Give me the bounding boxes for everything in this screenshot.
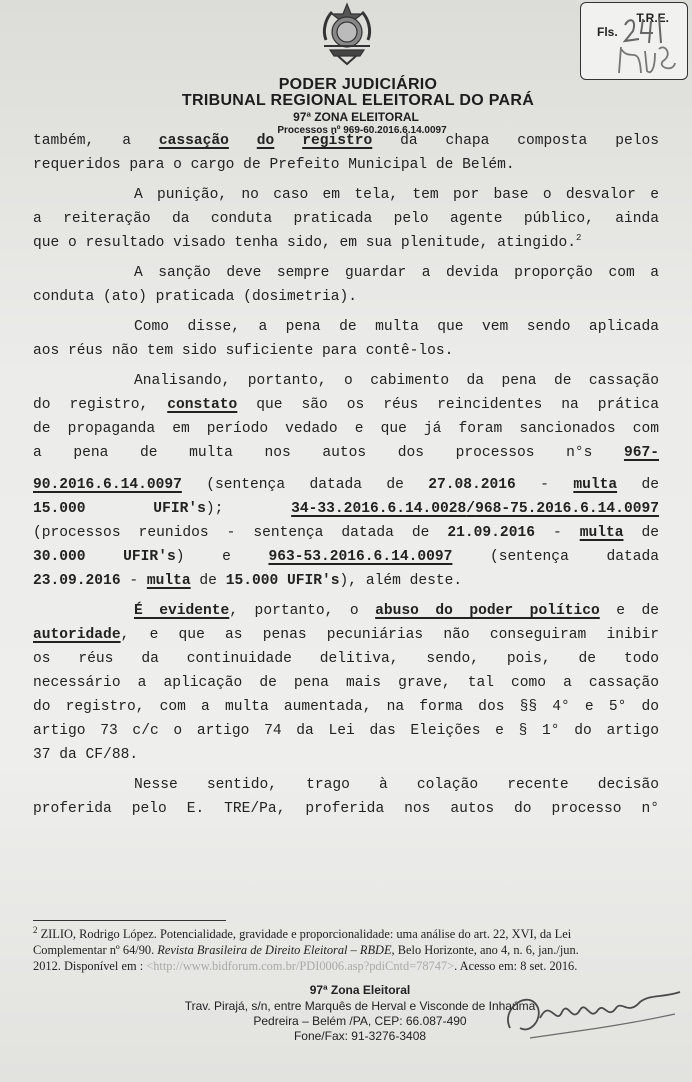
header-zone: 97ª ZONA ELEITORAL (293, 110, 419, 124)
body-line-23: do registro, com a multa aumentada, na forma dos §§ 4° e 5° do (33, 699, 659, 715)
footer-address-2: Pedreira – Belém /PA, CEP: 66.087-490 (253, 1014, 467, 1028)
body-line-21: os réus da continuidade delitiva, sendo, pois, de todo (33, 651, 659, 667)
body-line-20: autoridade, e que as penas pecuniárias não conseguiram inibir (33, 627, 659, 643)
body-line-2: requeridos para o cargo de Prefeito Municipal de Belém. (33, 157, 515, 173)
body-line-17: 30.000 UFIR's) e 963-53.2016.6.14.0097 (sentença datada (33, 549, 659, 565)
footer-zone: 97ª Zona Eleitoral (309, 983, 411, 997)
body-line-15: 15.000 UFIR's); 34-33.2016.6.14.0028/968-75.2016.6.14.0097 (33, 501, 659, 517)
body-line-10: Analisando, portanto, o cabimento da pena de cassação (134, 373, 659, 389)
handwritten-page-number (581, 3, 687, 79)
footnote-line-2: Complementar nº 64/90. Revista Brasileira de Direito Eleitoral – RBDE, Belo Horizonte, ano 4, n. 6, jan./jun. (33, 943, 579, 957)
body-line-14: 90.2016.6.14.0097 (sentença datada de 27.08.2016 - multa de (33, 477, 659, 493)
footer-address-1: Trav. Pirajá, s/n, entre Marquês de Herval e Visconde de Inhaúma (184, 999, 536, 1013)
body-line-8: Como disse, a pena de multa que vem sendo aplicada (134, 319, 659, 335)
body-line-3: A punição, no caso em tela, tem por base o desvalor e (134, 187, 659, 203)
body-line-4: a reiteração da conduta praticada pelo agente público, ainda (33, 211, 659, 227)
body-line-18: 23.09.2016 - multa de 15.000 UFIR's), além deste. (33, 573, 463, 589)
footnote-line-3: 2012. Disponível em : <http://www.bidforum.com.br/PDI0006.asp?pdiCntd=78747>. Acesso em: 8 set. 2016. (33, 959, 578, 973)
body-line-16: (processos reunidos - sentença datada de 21.09.2016 - multa de (33, 525, 659, 541)
body-line-1: também, a cassação do registro da chapa composta pelos (33, 133, 659, 149)
body-line-19: É evidente, portanto, o abuso do poder político e de (134, 603, 660, 619)
body-line-26: Nesse sentido, trago à colação recente decisão (134, 777, 659, 793)
body-line-27: proferida pelo E. TRE/Pa, proferida nos autos do processo n° (33, 801, 659, 817)
body-line-9: aos réus não tem sido suficiente para contê-los. (33, 343, 454, 359)
footnote-line-1: $^2$ ZILIO, Rodrigo López. Potencialidade, gravidade e proporcionalidade: uma análise do art. 22, XVI, da Lei (33, 924, 572, 941)
stamp-org: T.R.E. (636, 11, 669, 25)
body-line-13: a pena de multa nos autos dos processos n°s 967- (33, 445, 659, 461)
brasao-da-republica-icon (318, 0, 376, 68)
header-process: Processos nº 969-60.2016.6.14.0097 (277, 125, 447, 136)
body-line-25: 37 da CF/88. (33, 747, 139, 763)
body-line-22: necessário a aplicação de pena mais grave, tal como a cassação (33, 675, 659, 691)
body-line-24: artigo 73 c/c o artigo 74 da Lei das Eleições e § 1° do artigo (33, 723, 659, 739)
handwritten-signature (490, 968, 690, 1048)
footnote-ref: 2 (575, 233, 582, 244)
stamp-label: Fls. (597, 25, 618, 39)
body-line-5: que o resultado visado tenha sido, em sua plenitude, atingido.$^2$ (33, 233, 582, 251)
page-number-stamp (580, 2, 688, 80)
body-line-7: conduta (ato) praticada (dosimetria). (33, 289, 358, 305)
header-title-1: PODER JUDICIÁRIO (278, 76, 438, 93)
header-title-2: TRIBUNAL REGIONAL ELEITORAL DO PARÁ (181, 92, 535, 109)
footnote-separator (33, 920, 226, 921)
body-line-6: A sanção deve sempre guardar a devida proporção com a (134, 265, 659, 281)
footnote-url: <http://www.bidforum.com.br/PDI0006.asp?pdiCntd=78747> (146, 959, 455, 973)
body-line-11: do registro, constato que são os réus reincidentes na prática (33, 397, 659, 413)
footer-phone: Fone/Fax: 91-3276-3408 (293, 1029, 427, 1043)
body-line-12: de propaganda em período vedado e que já foram sancionados com (33, 421, 659, 437)
